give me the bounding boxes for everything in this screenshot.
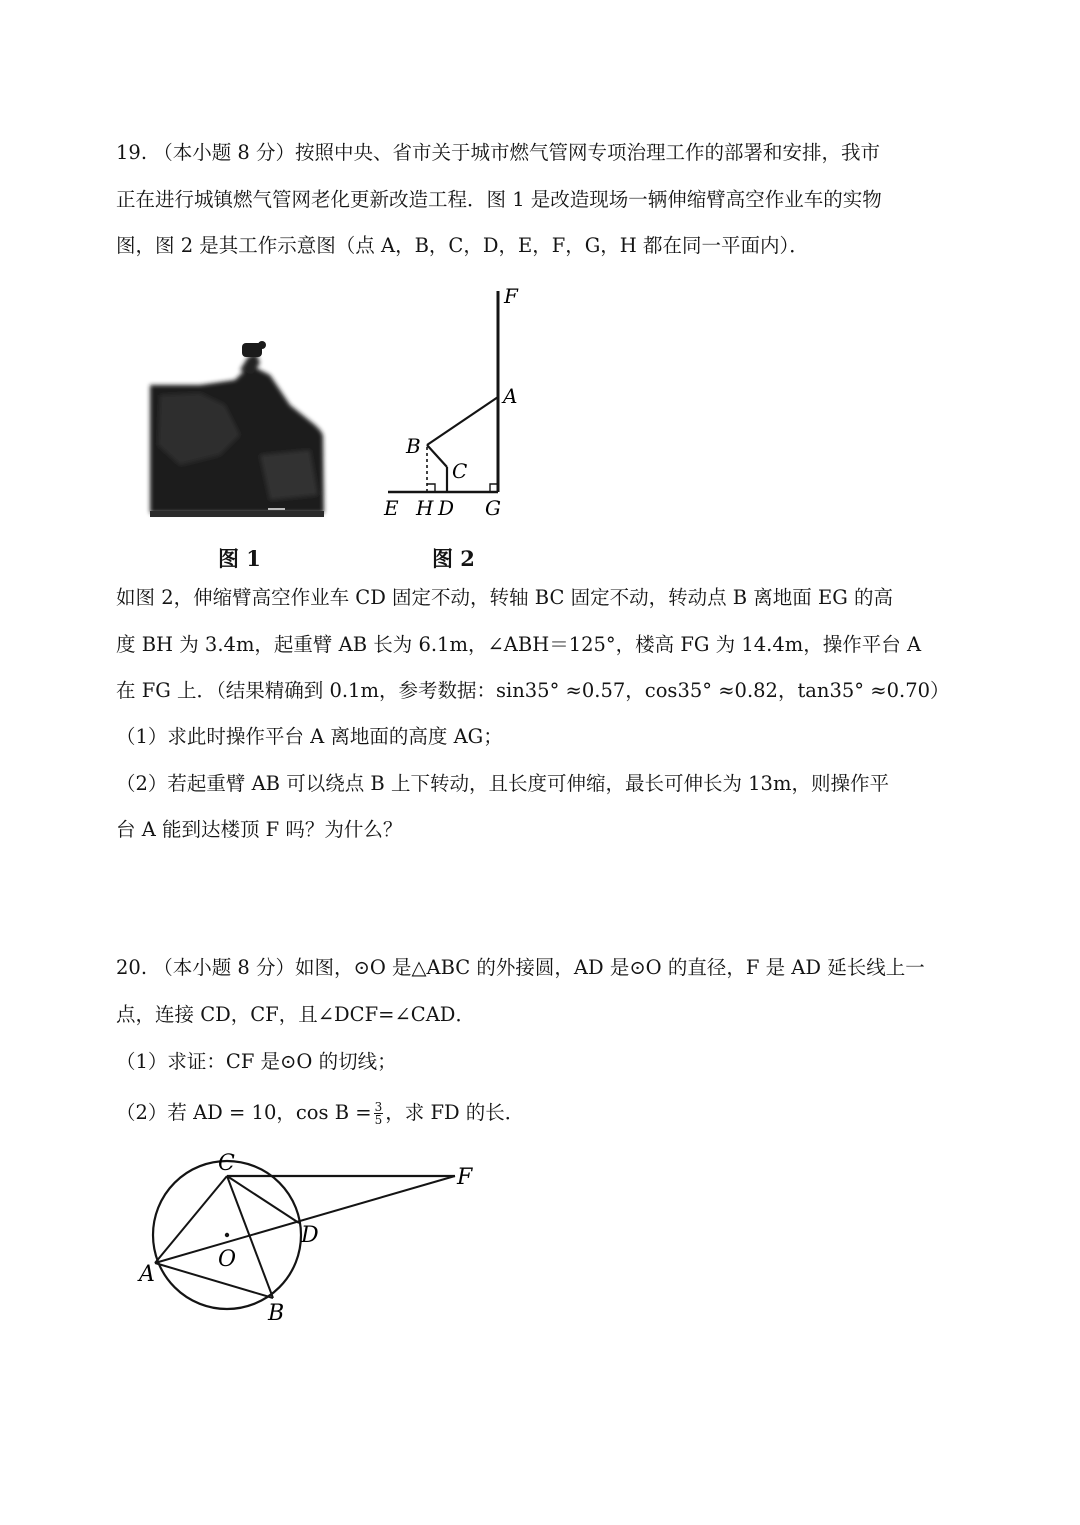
q20-part-2-suffix: ，求 FD 的长．	[385, 1101, 525, 1124]
q20-part-2-prefix: （2）若 AD = 10，cos B =	[116, 1101, 372, 1124]
figure-2-schematic	[380, 285, 550, 525]
fraction-numerator: 3	[374, 1100, 383, 1114]
fraction-denominator: 5	[374, 1113, 383, 1127]
q19-line-4: 如图 2，伸缩臂高空作业车 CD 固定不动，转轴 BC 固定不动，转动点 B 离地面 EG 的高	[116, 586, 894, 609]
figure-1-caption: 图 1	[218, 546, 261, 571]
q19-line-2: 正在进行城镇燃气管网老化更新改造工程．图 1 是改造现场一辆伸缩臂高空作业车的实物	[116, 188, 882, 211]
figure-2-caption: 图 2	[432, 546, 475, 571]
label-C: C	[218, 1151, 235, 1176]
q19-line-5: 度 BH 为 3.4m，起重臂 AB 长为 6.1m，∠ABH＝125°，楼高 FG 为 14.4m，操作平台 A	[116, 633, 922, 656]
q19-part-1: （1）求此时操作平台 A 离地面的高度 AG；	[116, 725, 503, 748]
label-F: F	[457, 1165, 473, 1190]
label-H: H	[416, 496, 434, 520]
label-B: B	[268, 1301, 285, 1326]
q19-line-3: 图，图 2 是其工作示意图（点 A，B，C，D，E，F，G，H 都在同一平面内）．	[116, 234, 809, 257]
q20-line-1: 20. （本小题 8 分）如图，⊙O 是△ABC 的外接圆，AD 是⊙O 的直径，F 是 AD 延长线上一	[116, 956, 925, 979]
label-G: G	[485, 496, 501, 520]
q20-part-2	[116, 1100, 524, 1126]
label-D: D	[301, 1223, 319, 1248]
q20-line-2: 点，连接 CD，CF，且∠DCF=∠CAD．	[116, 1003, 475, 1026]
q19-part-2-line-1: （2）若起重臂 AB 可以绕点 B 上下转动，且长度可伸缩，最长可伸长为 13m，则操作平	[116, 772, 889, 795]
q19-line-1: 19. （本小题 8 分）按照中央、省市关于城市燃气管网专项治理工作的部署和安排，我市	[116, 141, 881, 164]
label-F: F	[504, 285, 518, 308]
q20-part-1: （1）求证：CF 是⊙O 的切线；	[116, 1050, 397, 1073]
figure-1-truck-photo	[140, 335, 340, 525]
label-C: C	[452, 459, 468, 483]
fraction	[374, 1101, 384, 1126]
label-E: E	[384, 496, 399, 520]
q19-part-2-line-2: 台 A 能到达楼顶 F 吗？为什么？	[116, 818, 403, 841]
label-A: A	[503, 384, 518, 408]
q19-line-6: 在 FG 上．（结果精确到 0.1m，参考数据：sin35° ≈0.57，cos35° ≈0.82，tan35° ≈0.70）	[116, 679, 950, 702]
label-A: A	[139, 1262, 155, 1287]
figure-circle-geometry	[135, 1148, 495, 1328]
label-O: O	[218, 1247, 237, 1272]
label-D: D	[438, 496, 455, 520]
label-B: B	[406, 434, 421, 458]
